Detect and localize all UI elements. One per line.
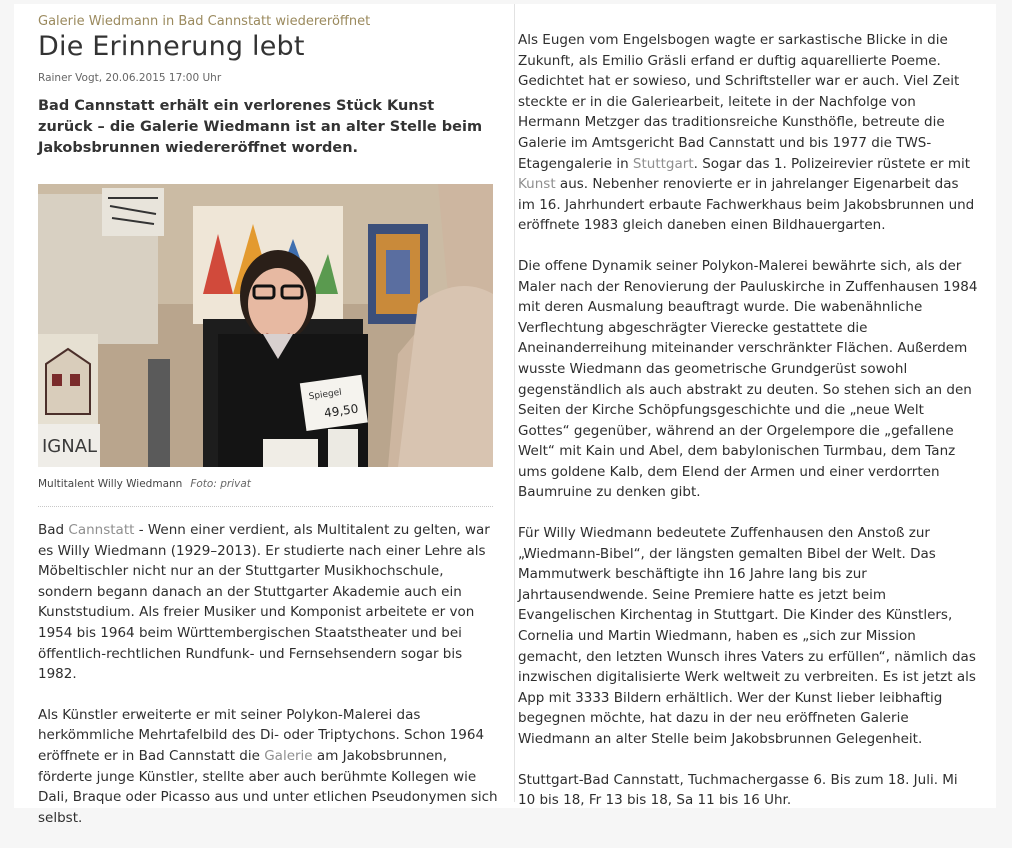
link-cannstatt[interactable]: Cannstatt [68,522,135,538]
caption-text: Multitalent Willy Wiedmann [38,478,183,490]
paragraph-6: Stuttgart-Bad Cannstatt, Tuchmachergasse 6. Bis zum 18. Juli. Mi 10 bis 18, Fr 13 bis 18, Sa 11 bis 16 Uhr. [518,771,958,809]
article-byline: Rainer Vogt, 20.06.2015 17:00 Uhr [38,72,222,84]
paragraph-1 [38,520,498,685]
link-galerie[interactable]: Galerie [264,747,313,764]
paragraph-text: . Sogar das 1. Polizeirevier rüstete er mit [693,155,971,172]
paragraph-text: Als Eugen vom Engelsbogen wagte er sarkastische Blicke in die Zukunft, als Emilio Gräsli erfand er duftig aquarellierte Poeme. Gedichtet hat er sowieso, und Schriftsteller war er auch. Viel Zeit steckte er in die Galeriearbeit, leitete in der Nachfolge von Hermann Metzger das traditionsreiche Kunsthöfle, betreute die Galerie im Amtsgericht Bad Cannstatt und bis 1977 die TWS-Etagengalerie in [518,32,960,172]
photo-caption [38,478,251,490]
paragraph-3 [518,30,978,236]
link-kunst[interactable]: Kunst [518,176,556,193]
article-lead: Bad Cannstatt erhält ein verlorenes Stück Kunst zurück – die Galerie Wiedmann ist an alter Stelle beim Jakobsbrunnen wiedereröffnet worden. [38,98,483,156]
caption-separator [38,506,493,507]
paragraph-text: Als Künstler erweiterte er mit seiner Polykon-Malerei das herkömmliche Mehrtafelbild des Di- oder Triptychons. Schon 1964 eröffnete er in Bad Cannstatt die [38,706,485,764]
photo-sign-price: 49,50 [323,401,360,421]
paragraph-text: aus. Nebenher renovierte er in jahrelanger Eigenarbeit das im 16. Jahrhundert erbaute Fachwerkhaus beim Jakobsbrunnen und eröffnete 1983 gleich daneben einen Bildhauergarten. [518,176,975,234]
photo-illustration [38,184,493,467]
link-stuttgart[interactable]: Stuttgart [632,155,694,172]
article-kicker: Galerie Wiedmann in Bad Cannstatt wiedereröffnet [38,14,371,29]
photo-credit: Foto: privat [190,478,251,490]
paragraph-5: Für Willy Wiedmann bedeutete Zuffenhausen den Anstoß zur „Wiedmann-Bibel“, der längsten gemalten Bibel der Welt. Das Mammutwerk beschäftigte ihn 16 Jahre lang bis zur Jahrtausendwende. Seine Premiere hatte es jetzt beim Evangelischen Kirchentag in Stuttgart. Die Kinder des Künstlers, Cornelia und Martin Wiedmann, haben es „sich zur Mission gemacht, den letzten Wunsch ihres Vaters zu erfüllen“, nämlich das inzwischen digitalisierte Werk weltweit zu verbreiten. Es ist jetzt als App mit 3333 Bildern erhältlich. Wer der Kunst lieber leibhaftig begegnen möchte, hat dazu in der neu eröffneten Galerie Wiedmann an alter Stelle beim Jakobsbrunnen Gelegenheit. [518,525,976,747]
article-photo[interactable] [38,184,493,467]
article-page [14,4,996,826]
paragraph-4: Die offene Dynamik seiner Polykon-Malerei bewährte sich, als der Maler nach der Renovierung der Pauluskirche in Zuffenhausen 1984 mit deren Ausmalung beauftragt wurde. Die wabenähnliche Verflechtung abgeschrägter Vierecke gestattete die Aneinanderreihung miteinander verschränkter Flächen. Außerdem wusste Wiedmann das geometrische Grundgerüst sowohl gegenständlich als auch abstrakt zu deuten. So stehen sich an den Seiten der Kirche Schöpfungsgeschichte und die „neue Welt Gottes“ gegenüber, während an der Orgelempore die „gefallene Welt“ mit Kain und Abel, dem babylonischen Turmbau, dem Tanz ums goldene Kalb, dem Elend der Armen und einer verdorrten Baumruine zu denken gibt. [518,257,978,501]
paragraph-text: Bad [38,522,69,538]
photo-sign-top: Spiegel [308,387,343,403]
article-title: Die Erinnerung lebt [38,31,305,62]
paragraph-text: am Jakobsbrunnen, förderte junge Künstler, stellte aber auch berühmte Kollegen wie Dali, Braque oder Picasso aus und unter etlichen Pseudonymen sich selbst. [38,747,498,826]
photo-sign-corner: IGNAL [42,436,98,457]
paragraph-text: - Wenn einer verdient, als Multitalent zu gelten, war es Willy Wiedmann (1929–2013). Er studierte nach einer Lehre als Möbeltischler nicht nur an der Stuttgarter Musikhochschule, sondern begann danach an der Stuttgarter Akademie auch ein Kunststudium. Als freier Musiker und Komponist arbeitete er von 1954 bis 1964 beim Württembergischen Staatstheater und bei öffentlich-rechtlichen Rundfunk- und Fernsehsendern sogar bis 1982. [38,522,490,683]
right-column [518,30,978,831]
paragraph-2 [38,705,498,829]
left-body [38,520,498,848]
column-divider [514,4,515,802]
